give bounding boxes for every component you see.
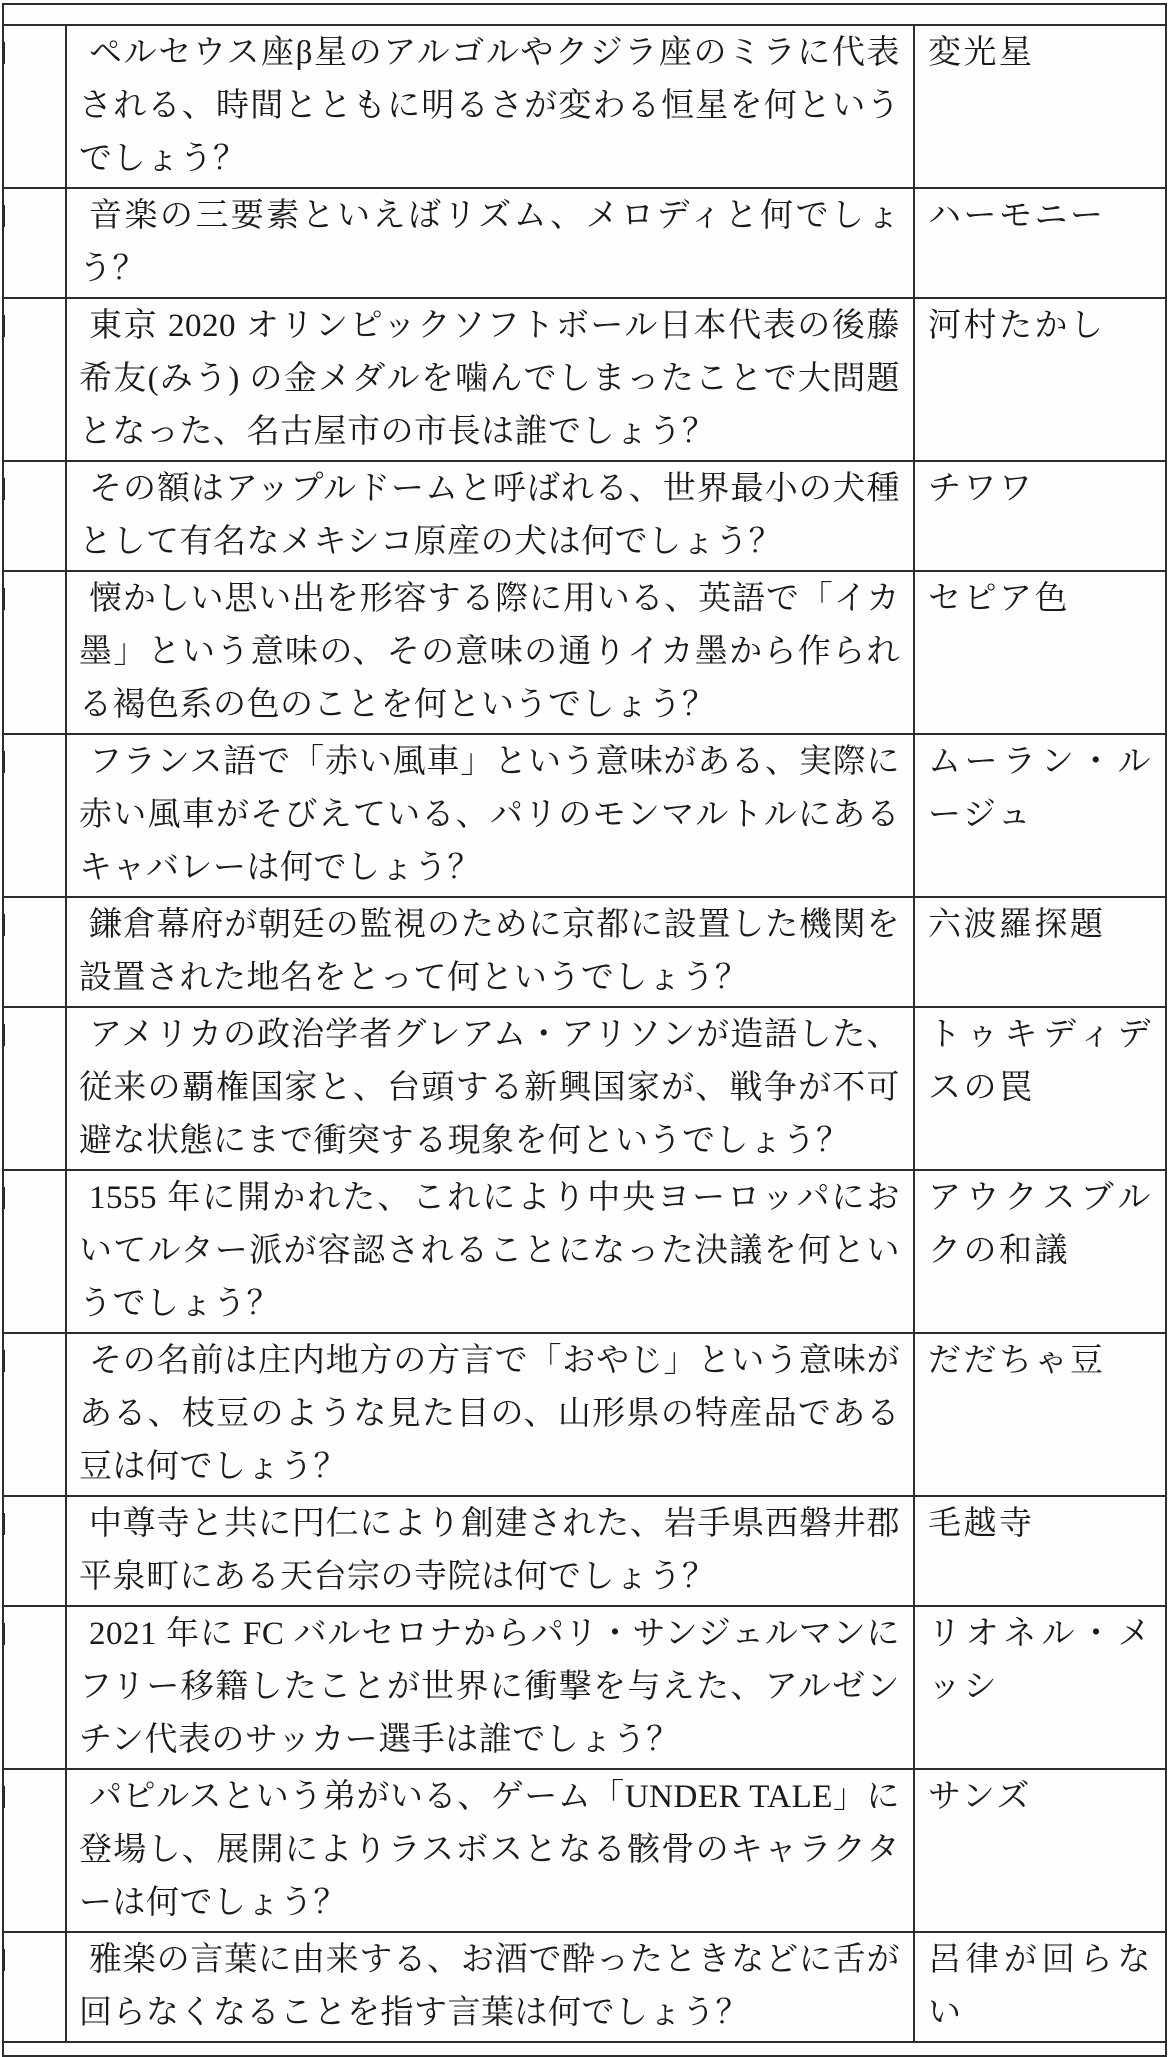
quiz-row xyxy=(3,1333,1166,1496)
answer-cell: 呂律が回らない xyxy=(914,1932,1166,2042)
answer-cell: ムーラン・ルージュ xyxy=(914,734,1166,897)
answer-cell: セピア色 xyxy=(914,571,1166,734)
question-cell: 雅楽の言葉に由来する、お酒で酔ったときなどに舌が回らなくなることを指す言葉は何でしょう？ xyxy=(66,1932,914,2042)
quiz-row xyxy=(3,571,1166,734)
question-cell: 懐かしい思い出を形容する際に用いる、英語で「イカ墨」という意味の、その意味の通りイカ墨から作られる褐色系の色のことを何というでしょう？ xyxy=(66,571,914,734)
quiz-row xyxy=(3,1496,1166,1606)
row-number-cell xyxy=(3,1932,66,2042)
answer-cell: 六波羅探題 xyxy=(914,897,1166,1007)
answer-cell: だだちゃ豆 xyxy=(914,1333,1166,1496)
empty-top-cell xyxy=(3,4,1166,25)
question-cell: アメリカの政治学者グレアム・アリソンが造語した、従来の覇権国家と、台頭する新興国家が、戦争が不可避な状態にまで衝突する現象を何というでしょう？ xyxy=(66,1007,914,1170)
question-cell: フランス語で「赤い風車」という意味がある、実際に赤い風車がそびえている、パリのモンマルトルにあるキャバレーは何でしょう？ xyxy=(66,734,914,897)
empty-bottom-row xyxy=(3,2042,1166,2056)
quiz-row xyxy=(3,298,1166,461)
answer-cell: 変光星 xyxy=(914,25,1166,188)
answer-cell: ハーモニー xyxy=(914,188,1166,298)
empty-top-row xyxy=(3,4,1166,25)
answer-cell: チワワ xyxy=(914,461,1166,571)
row-number-cell xyxy=(3,734,66,897)
row-number-cell xyxy=(3,298,66,461)
row-number-cell xyxy=(3,1769,66,1932)
quiz-table xyxy=(2,3,1167,2057)
row-number-cell xyxy=(3,1170,66,1333)
question-cell: 鎌倉幕府が朝廷の監視のために京都に設置した機関を設置された地名をとって何というでしょう？ xyxy=(66,897,914,1007)
quiz-row xyxy=(3,1932,1166,2042)
quiz-row xyxy=(3,734,1166,897)
row-number-cell xyxy=(3,25,66,188)
question-cell: 音楽の三要素といえばリズム、メロディと何でしょう？ xyxy=(66,188,914,298)
quiz-row xyxy=(3,1769,1166,1932)
quiz-row xyxy=(3,897,1166,1007)
quiz-row xyxy=(3,1007,1166,1170)
row-number-cell xyxy=(3,1333,66,1496)
row-number-cell xyxy=(3,1007,66,1170)
row-number-cell xyxy=(3,897,66,1007)
question-cell: 東京 2020 オリンピックソフトボール日本代表の後藤希友(みう) の金メダルを噛んでしまったことで大問題となった、名古屋市の市長は誰でしょう？ xyxy=(66,298,914,461)
question-cell: 中尊寺と共に円仁により創建された、岩手県西磐井郡平泉町にある天台宗の寺院は何でしょう？ xyxy=(66,1496,914,1606)
answer-cell: 河村たかし xyxy=(914,298,1166,461)
row-number-cell xyxy=(3,461,66,571)
answer-cell: リオネル・メッシ xyxy=(914,1606,1166,1769)
question-cell: ペルセウス座β星のアルゴルやクジラ座のミラに代表される、時間とともに明るさが変わる恒星を何というでしょう？ xyxy=(66,25,914,188)
answer-cell: サンズ xyxy=(914,1769,1166,1932)
row-number-cell xyxy=(3,1496,66,1606)
quiz-row xyxy=(3,1170,1166,1333)
row-number-cell xyxy=(3,1606,66,1769)
question-cell: 1555 年に開かれた、これにより中央ヨーロッパにおいてルター派が容認されることになった決議を何というでしょう？ xyxy=(66,1170,914,1333)
answer-cell: 毛越寺 xyxy=(914,1496,1166,1606)
page xyxy=(0,3,1170,2031)
row-number-cell xyxy=(3,188,66,298)
row-number-cell xyxy=(3,571,66,734)
question-cell: パピルスという弟がいる、ゲーム「UNDER TALE」に登場し、展開によりラスボスとなる骸骨のキャラクターは何でしょう？ xyxy=(66,1769,914,1932)
quiz-row xyxy=(3,1606,1166,1769)
quiz-row xyxy=(3,188,1166,298)
empty-bottom-cell xyxy=(3,2042,1166,2056)
answer-cell: アウクスブルクの和議 xyxy=(914,1170,1166,1333)
quiz-row xyxy=(3,461,1166,571)
question-cell: 2021 年に FC バルセロナからパリ・サンジェルマンにフリー移籍したことが世界に衝撃を与えた、アルゼンチン代表のサッカー選手は誰でしょう？ xyxy=(66,1606,914,1769)
question-cell: その額はアップルドームと呼ばれる、世界最小の犬種として有名なメキシコ原産の犬は何でしょう？ xyxy=(66,461,914,571)
quiz-row xyxy=(3,25,1166,188)
question-cell: その名前は庄内地方の方言で「おやじ」という意味がある、枝豆のような見た目の、山形県の特産品である豆は何でしょう？ xyxy=(66,1333,914,1496)
answer-cell: トゥキディデスの罠 xyxy=(914,1007,1166,1170)
